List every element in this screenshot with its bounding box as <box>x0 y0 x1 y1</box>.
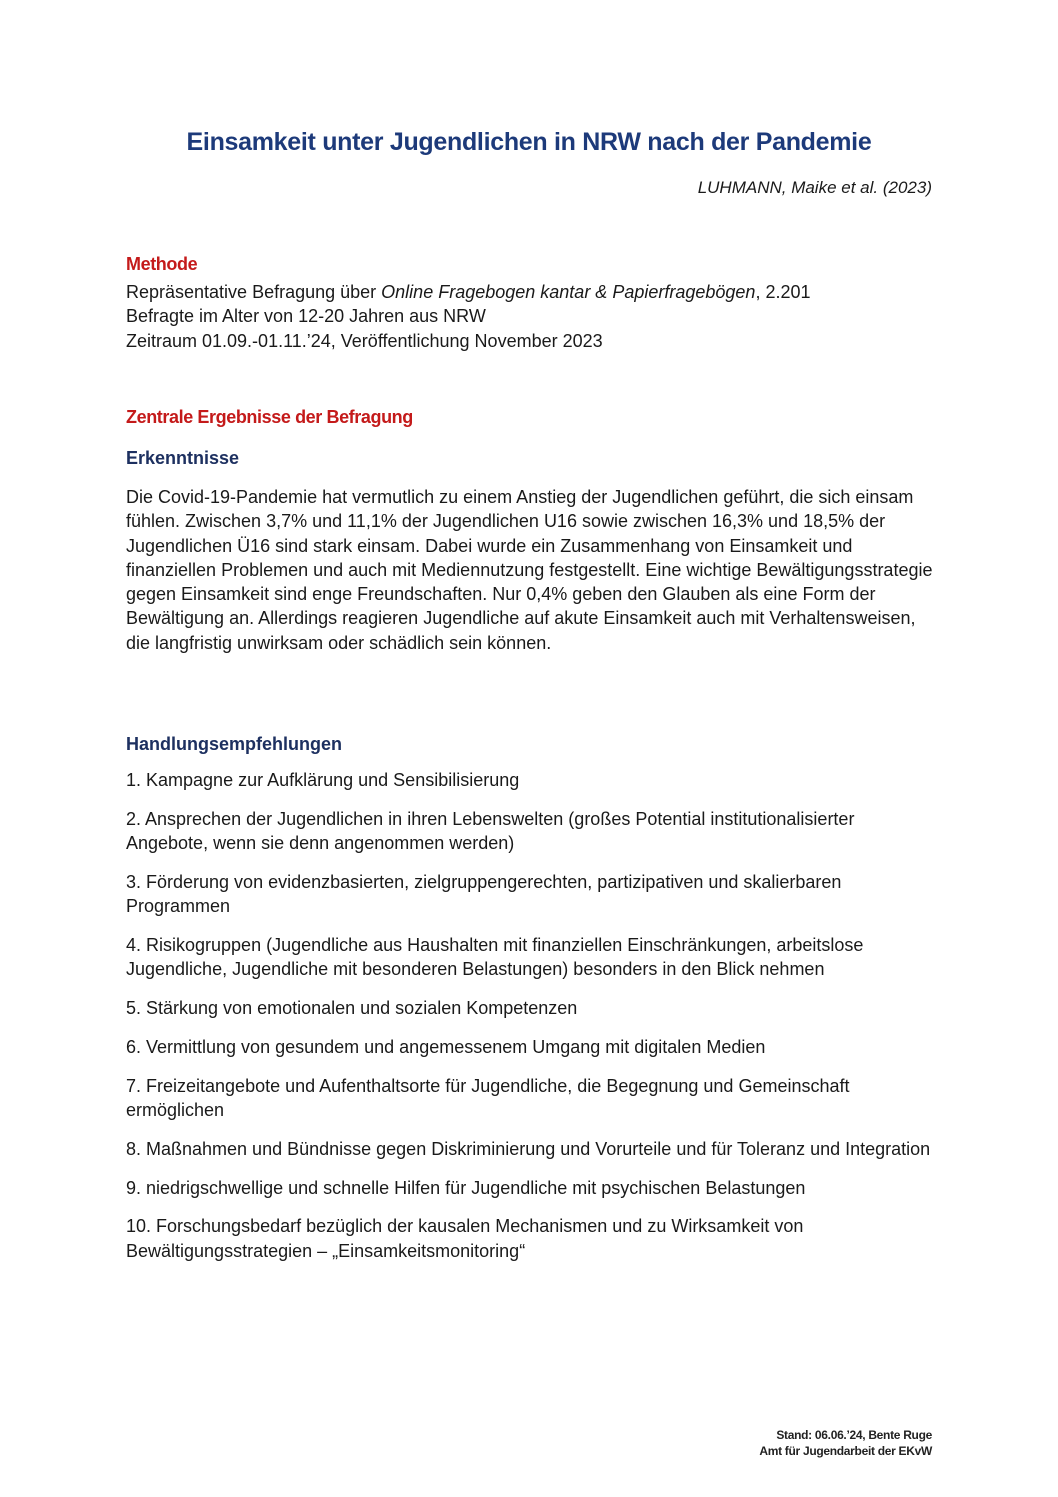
footer <box>759 1427 932 1459</box>
list-item: 3. Förderung von evidenzbasierten, zielgruppengerechten, partizipativen und skalierbaren Programmen <box>126 871 842 917</box>
erkenntnisse-heading: Erkenntnisse <box>126 448 240 468</box>
methode-heading: Methode <box>126 254 198 274</box>
list-item: 6. Vermittlung von gesundem und angemessenem Umgang mit digitalen Medien <box>126 1036 766 1057</box>
recommendations-list <box>126 768 936 1277</box>
list-item: 2. Ansprechen der Jugendlichen in ihren Lebenswelten (großes Potential institutionalisierter Angebote, wenn sie denn angenommen werden) <box>126 808 855 854</box>
methode-line-1-italic: Online Fragebogen kantar & Papierfragebögen <box>381 282 756 302</box>
author-citation: LUHMANN, Maike et al. (2023) <box>697 178 932 197</box>
list-item: 4. Risikogruppen (Jugendliche aus Haushalten mit finanziellen Einschränkungen, arbeitslose Jugendliche, Jugendliche mit besonderen Belastungen) besonders in den Blick nehmen <box>126 934 864 980</box>
footer-line-1: Stand: 06.06.’24, Bente Ruge <box>776 1428 932 1442</box>
list-item: 7. Freizeitangebote und Aufenthaltsorte für Jugendliche, die Begegnung und Gemeinschaft ermöglichen <box>126 1075 850 1120</box>
methode-line-2: Befragte im Alter von 12-20 Jahren aus NRW <box>126 306 486 327</box>
handlungsempfehlungen-heading: Handlungsempfehlungen <box>126 734 342 754</box>
footer-line-2: Amt für Jugendarbeit der EKvW <box>759 1444 932 1458</box>
list-item: 9. niedrigschwellige und schnelle Hilfen für Jugendliche mit psychischen Belastungen <box>126 1177 806 1198</box>
methode-line-1 <box>126 280 936 304</box>
list-item: 1. Kampagne zur Aufklärung und Sensibilisierung <box>126 770 520 790</box>
ergebnisse-heading: Zentrale Ergebnisse der Befragung <box>126 407 413 427</box>
methode-text <box>126 280 936 353</box>
methode-line-3: Zeitraum 01.09.-01.11.’24, Veröffentlichung November 2023 <box>126 330 603 351</box>
erkenntnisse-paragraph: Die Covid-19-Pandemie hat vermutlich zu einem Anstieg der Jugendlichen geführt, die sich einsam fühlen. Zwischen 3,7% und 11,1% der Jugendlichen U16 sowie zwischen 16,3% und 18,5% der Jugendlichen Ü16 sind stark einsam. Dabei wurde ein Zusammenhang von Einsamkeit und finanziellen Problemen und auch mit Mediennutzung festgestellt. Eine wichtige Bewältigungsstrategie gegen Einsamkeit sind enge Freundschaften. Nur 0,4% geben den Glauben als eine Form der Bewältigung an. Allerdings reagieren Jugendliche auf akute Einsamkeit auch mit Verhaltensweisen, die langfristig unwirksam oder schädlich sein können. <box>126 487 933 653</box>
methode-line-1-start: Repräsentative Befragung über <box>126 282 382 302</box>
list-item: 10. Forschungsbedarf bezüglich der kausalen Mechanismen und zu Wirksamkeit von Bewältigungsstrategien – „Einsamkeitsmonitoring“ <box>126 1216 804 1261</box>
list-item: 5. Stärkung von emotionalen und sozialen Kompetenzen <box>126 998 578 1019</box>
document-title: Einsamkeit unter Jugendlichen in NRW nach der Pandemie <box>186 128 872 156</box>
list-item: 8. Maßnahmen und Bündnisse gegen Diskriminierung und Vorurteile und für Toleranz und Integration <box>126 1138 931 1159</box>
methode-line-1-end: , 2.201 <box>755 282 811 302</box>
